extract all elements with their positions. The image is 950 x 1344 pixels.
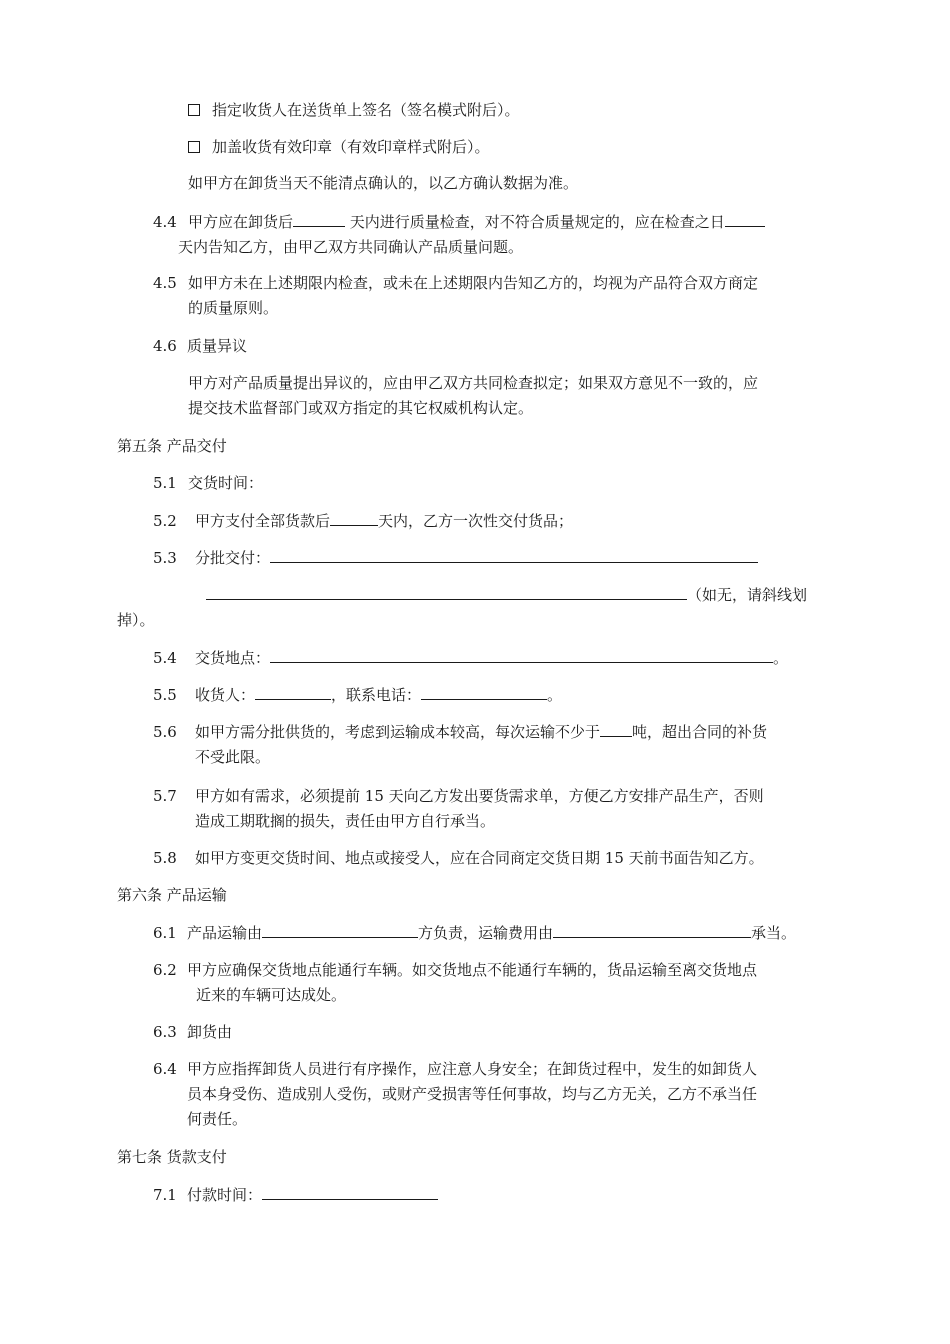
freight-party-blank[interactable] xyxy=(553,922,751,938)
recipient-blank[interactable] xyxy=(255,684,331,700)
clause-number: 5.8 xyxy=(153,849,177,867)
batch-delivery-blank[interactable] xyxy=(270,547,600,563)
clause-text: 产品运输由 xyxy=(187,924,263,942)
clause-6-1 xyxy=(187,922,796,944)
clause-5-3-line2 xyxy=(206,584,807,606)
checkbox-icon[interactable] xyxy=(188,104,200,116)
tonnage-blank[interactable] xyxy=(600,721,632,737)
batch-delivery-blank[interactable] xyxy=(600,547,716,563)
clause-text: 付款时间： xyxy=(187,1186,263,1204)
clause-number: 5.2 xyxy=(153,512,177,530)
clause-number: 5.6 xyxy=(153,723,177,741)
clause-4-4-line1 xyxy=(188,211,765,233)
batch-delivery-blank[interactable] xyxy=(499,584,687,600)
clause-5-8: 如甲方变更交货时间、地点或接受人，应在合同商定交货日期 15 天前书面告知乙方。 xyxy=(195,849,764,867)
checkbox-item-seal xyxy=(188,136,490,158)
clause-7-1 xyxy=(187,1184,438,1206)
clause-6-4-line3: 何责任。 xyxy=(187,1110,248,1128)
days-blank[interactable] xyxy=(293,211,345,227)
clause-number: 5.1 xyxy=(153,474,177,492)
clause-text: 如甲方需分批供货的，考虑到运输成本较高，每次运输不少于 xyxy=(195,723,601,741)
phone-blank[interactable] xyxy=(421,684,547,700)
clause-number: 4.4 xyxy=(153,213,177,231)
clause-5-7-line2: 造成工期耽搁的损失，责任由甲方自行承当。 xyxy=(195,812,496,830)
clause-number: 5.5 xyxy=(153,686,177,704)
clause-number: 6.4 xyxy=(153,1060,177,1078)
clause-6-4-line1: 甲方应指挥卸货人员进行有序操作，应注意人身安全；在卸货过程中，发生的如卸货人 xyxy=(187,1060,758,1078)
clause-text: 甲方应在卸货后 xyxy=(188,213,294,231)
days-blank[interactable] xyxy=(725,211,765,227)
delivery-location-blank[interactable] xyxy=(623,647,773,663)
checkbox-item-signature xyxy=(188,99,520,121)
clause-5-1: 交货时间： xyxy=(188,474,264,492)
checkbox-label: 指定收货人在送货单上签名（签名模式附后）。 xyxy=(212,101,520,119)
clause-5-2 xyxy=(195,510,573,532)
clause-6-3: 卸货由 xyxy=(187,1023,233,1041)
clause-text: 天内进行质量检查，对不符合质量规定的，应在检查之日 xyxy=(349,213,725,231)
clause-number: 7.1 xyxy=(153,1186,177,1204)
clause-4-6-line1: 甲方对产品质量提出异议的，应由甲乙双方共同检查拟定；如果双方意见不一致的，应 xyxy=(188,374,759,392)
transport-party-blank[interactable] xyxy=(262,922,418,938)
clause-text: 承当。 xyxy=(751,924,797,942)
clause-text: （如无，请斜线划 xyxy=(687,586,808,604)
clause-5-6-line1 xyxy=(195,721,767,743)
clause-5-4 xyxy=(195,647,788,669)
clause-4-5-line2: 的质量原则。 xyxy=(188,299,279,317)
clause-5-7-line1: 甲方如有需求，必须提前 15 天向乙方发出要货需求单，方便乙方安排产品生产，否则 xyxy=(195,787,764,805)
days-blank[interactable] xyxy=(330,510,378,526)
clause-text: 吨，超出合同的补货 xyxy=(632,723,768,741)
article-5-title: 第五条 产品交付 xyxy=(117,437,227,455)
checkbox-icon[interactable] xyxy=(188,141,200,153)
clause-4-5-line1: 如甲方未在上述期限内检查，或未在上述期限内告知乙方的，均视为产品符合双方商定 xyxy=(188,274,759,292)
clause-6-2-line1: 甲方应确保交货地点能通行车辆。如交货地点不能通行车辆的，货品运输至离交货地点 xyxy=(187,961,758,979)
delivery-location-blank[interactable] xyxy=(448,647,623,663)
clause-text: ，联系电话： xyxy=(331,686,422,704)
clause-5-6-line2: 不受此限。 xyxy=(195,748,271,766)
clause-text: 交货地点： xyxy=(195,649,271,667)
clause-4-4-line2: 天内告知乙方，由甲乙双方共同确认产品质量问题。 xyxy=(178,238,524,256)
clause-4-6-line2: 提交技术监督部门或双方指定的其它权威机构认定。 xyxy=(188,399,534,417)
clause-number: 4.6 xyxy=(153,337,177,355)
checkbox-label: 加盖收货有效印章（有效印章样式附后）。 xyxy=(212,138,490,156)
delivery-location-blank[interactable] xyxy=(270,647,448,663)
payment-time-blank[interactable] xyxy=(262,1184,438,1200)
clause-number: 5.7 xyxy=(153,787,177,805)
clause-5-3-line1 xyxy=(195,547,758,569)
clause-text: 甲方支付全部货款后 xyxy=(195,512,331,530)
clause-6-4-line2: 员本身受伤、造成别人受伤，或财产受损害等任何事故，均与乙方无关，乙方不承当任 xyxy=(187,1085,758,1103)
clause-5-5 xyxy=(195,684,562,706)
clause-number: 6.2 xyxy=(153,961,177,979)
clause-text: 。 xyxy=(773,649,789,667)
batch-delivery-blank[interactable] xyxy=(206,584,499,600)
clause-number: 5.3 xyxy=(153,549,177,567)
clause-number: 6.3 xyxy=(153,1023,177,1041)
article-6-title: 第六条 产品运输 xyxy=(117,886,227,904)
clause-5-3-line3: 掉）。 xyxy=(117,611,155,629)
clause-text: 收货人： xyxy=(195,686,256,704)
clause-number: 5.4 xyxy=(153,649,177,667)
clause-number: 6.1 xyxy=(153,924,177,942)
batch-delivery-blank[interactable] xyxy=(716,547,758,563)
clause-text: 天内，乙方一次性交付货品； xyxy=(378,512,574,530)
article-7-title: 第七条 货款支付 xyxy=(117,1148,227,1166)
clause-text: 。 xyxy=(547,686,563,704)
clause-number: 4.5 xyxy=(153,274,177,292)
confirm-note: 如甲方在卸货当天不能清点确认的，以乙方确认数据为准。 xyxy=(188,174,579,192)
clause-4-6-title: 质量异议 xyxy=(187,337,248,355)
clause-text: 方负责，运输费用由 xyxy=(418,924,554,942)
clause-6-2-line2: 近来的车辆可达成处。 xyxy=(196,986,347,1004)
clause-text: 分批交付： xyxy=(195,549,271,567)
